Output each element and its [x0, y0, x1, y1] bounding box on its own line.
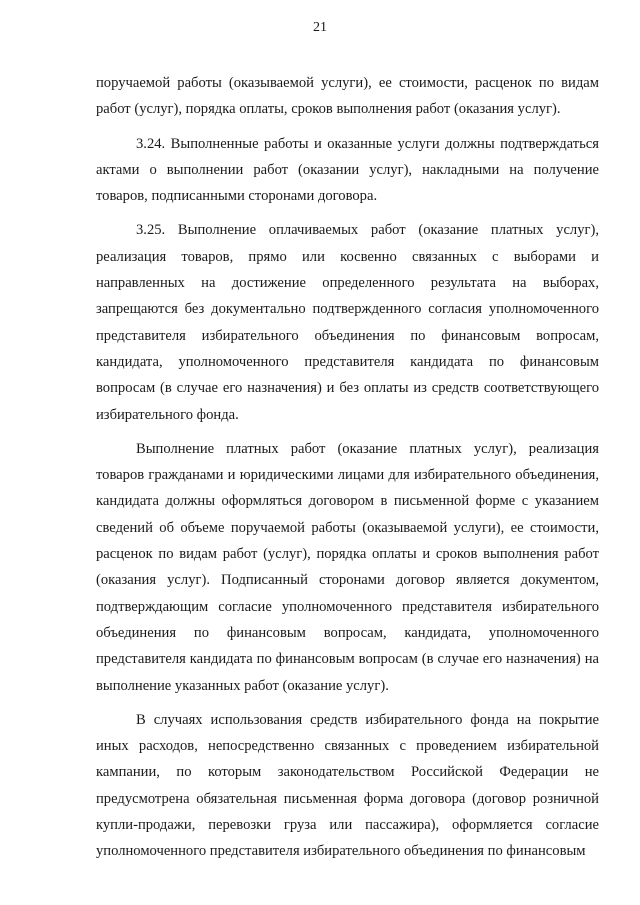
page-number: 21 — [313, 20, 327, 35]
paragraph-3-25: 3.25. Выполнение оплачиваемых работ (оказание платных услуг), реализация товаров, прямо или косвенно связанных с выборами и направленных на достижение определенного результата на выборах, запрещаются без документально подтвержденного согласия уполномоченного представителя избирательного объединения по финансовым вопросам, кандидата, уполномоченного представителя кандидата по финансовым вопросам (в случае его назначения) и без оплаты из средств соответствующего избирательного фонда. — [96, 222, 599, 423]
paragraph-other-expenses: В случаях использования средств избирательного фонда на покрытие иных расходов, непосредственно связанных с проведением избирательной кампании, по которым законодательством Российской Федерации не предусмотрена обязательная письменная форма договора (договор розничной купли-продажи, перевозки груза или пассажира), оформляется согласие уполномоченного представителя избирательного объединения по финансовым — [96, 711, 599, 860]
paragraph-continuation: поручаемой работы (оказываемой услуги), ее стоимости, расценок по видам работ (услуг), порядка оплаты, сроков выполнения работ (оказания услуг). — [96, 75, 599, 118]
paragraph-paid-works-contract: Выполнение платных работ (оказание платных услуг), реализация товаров гражданами и юридическими лицами для избирательного объединения, кандидата должны оформляться договором в письменной форме с указанием сведений об объеме поручаемой работы (оказываемой услуги), ее стоимости, расценок по видам работ (услуг), порядка оплаты и сроков выполнения работ (оказания услуг). Подписанный сторонами договор является документом, подтверждающим согласие уполномоченного представителя избирательного объединения по финансовым вопросам, кандидата, уполномоченного представителя кандидата по финансовым вопросам (в случае его назначения) на выполнение указанных работ (оказание услуг). — [96, 440, 599, 694]
document-body — [96, 70, 599, 865]
paragraph-3-24: 3.24. Выполненные работы и оказанные услуги должны подтверждаться актами о выполнении работ (оказании услуг), накладными на получение товаров, подписанными сторонами договора. — [96, 135, 599, 205]
